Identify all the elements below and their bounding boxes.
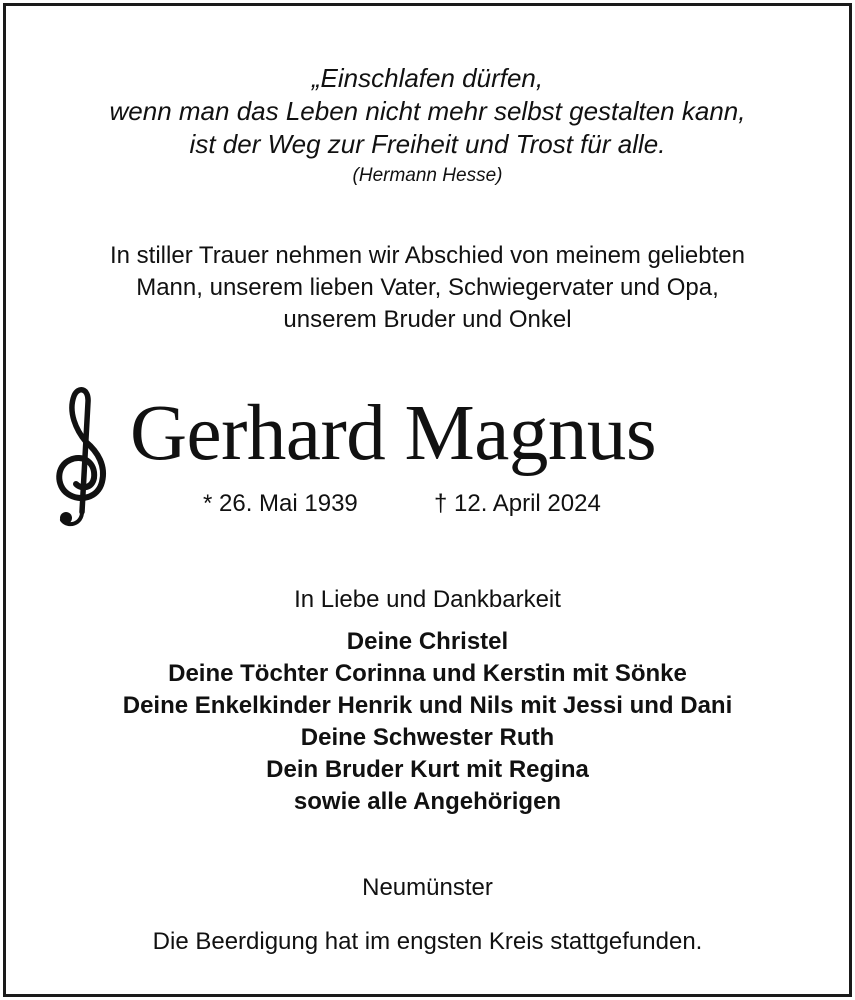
mourner-line: sowie alle Angehörigen bbox=[293, 788, 562, 815]
treble-clef-icon bbox=[40, 382, 120, 532]
closing-phrase: In Liebe und Dankbarkeit bbox=[294, 586, 561, 613]
death-date: † 12. April 2024 bbox=[434, 490, 601, 517]
quote-author: (Hermann Hesse) bbox=[352, 165, 503, 186]
intro-line-1: In stiller Trauer nehmen wir Abschied von meinem geliebten bbox=[110, 242, 745, 269]
deceased-name: Gerhard Magnus bbox=[130, 390, 657, 477]
mourner-line: Dein Bruder Kurt mit Regina bbox=[266, 756, 589, 783]
mourner-line: Deine Töchter Corinna und Kerstin mit Sönke bbox=[168, 660, 687, 687]
place-name: Neumünster bbox=[362, 874, 493, 901]
intro-line-3: unserem Bruder und Onkel bbox=[283, 306, 572, 333]
quote-line-2: wenn man das Leben nicht mehr selbst gestalten kann, bbox=[109, 96, 746, 126]
mourner-line: Deine Enkelkinder Henrik und Nils mit Jessi und Dani bbox=[122, 692, 733, 719]
birth-date: * 26. Mai 1939 bbox=[203, 490, 358, 517]
quote-line-3: ist der Weg zur Freiheit und Trost für alle. bbox=[189, 129, 666, 159]
funeral-note: Die Beerdigung hat im engsten Kreis stattgefunden. bbox=[152, 928, 703, 955]
mourner-line: Deine Christel bbox=[346, 628, 509, 655]
intro-line-2: Mann, unserem lieben Vater, Schwiegervater und Opa, bbox=[136, 274, 719, 301]
mourner-line: Deine Schwester Ruth bbox=[300, 724, 555, 751]
quote-line-1: „Einschlafen dürfen, bbox=[311, 63, 544, 93]
